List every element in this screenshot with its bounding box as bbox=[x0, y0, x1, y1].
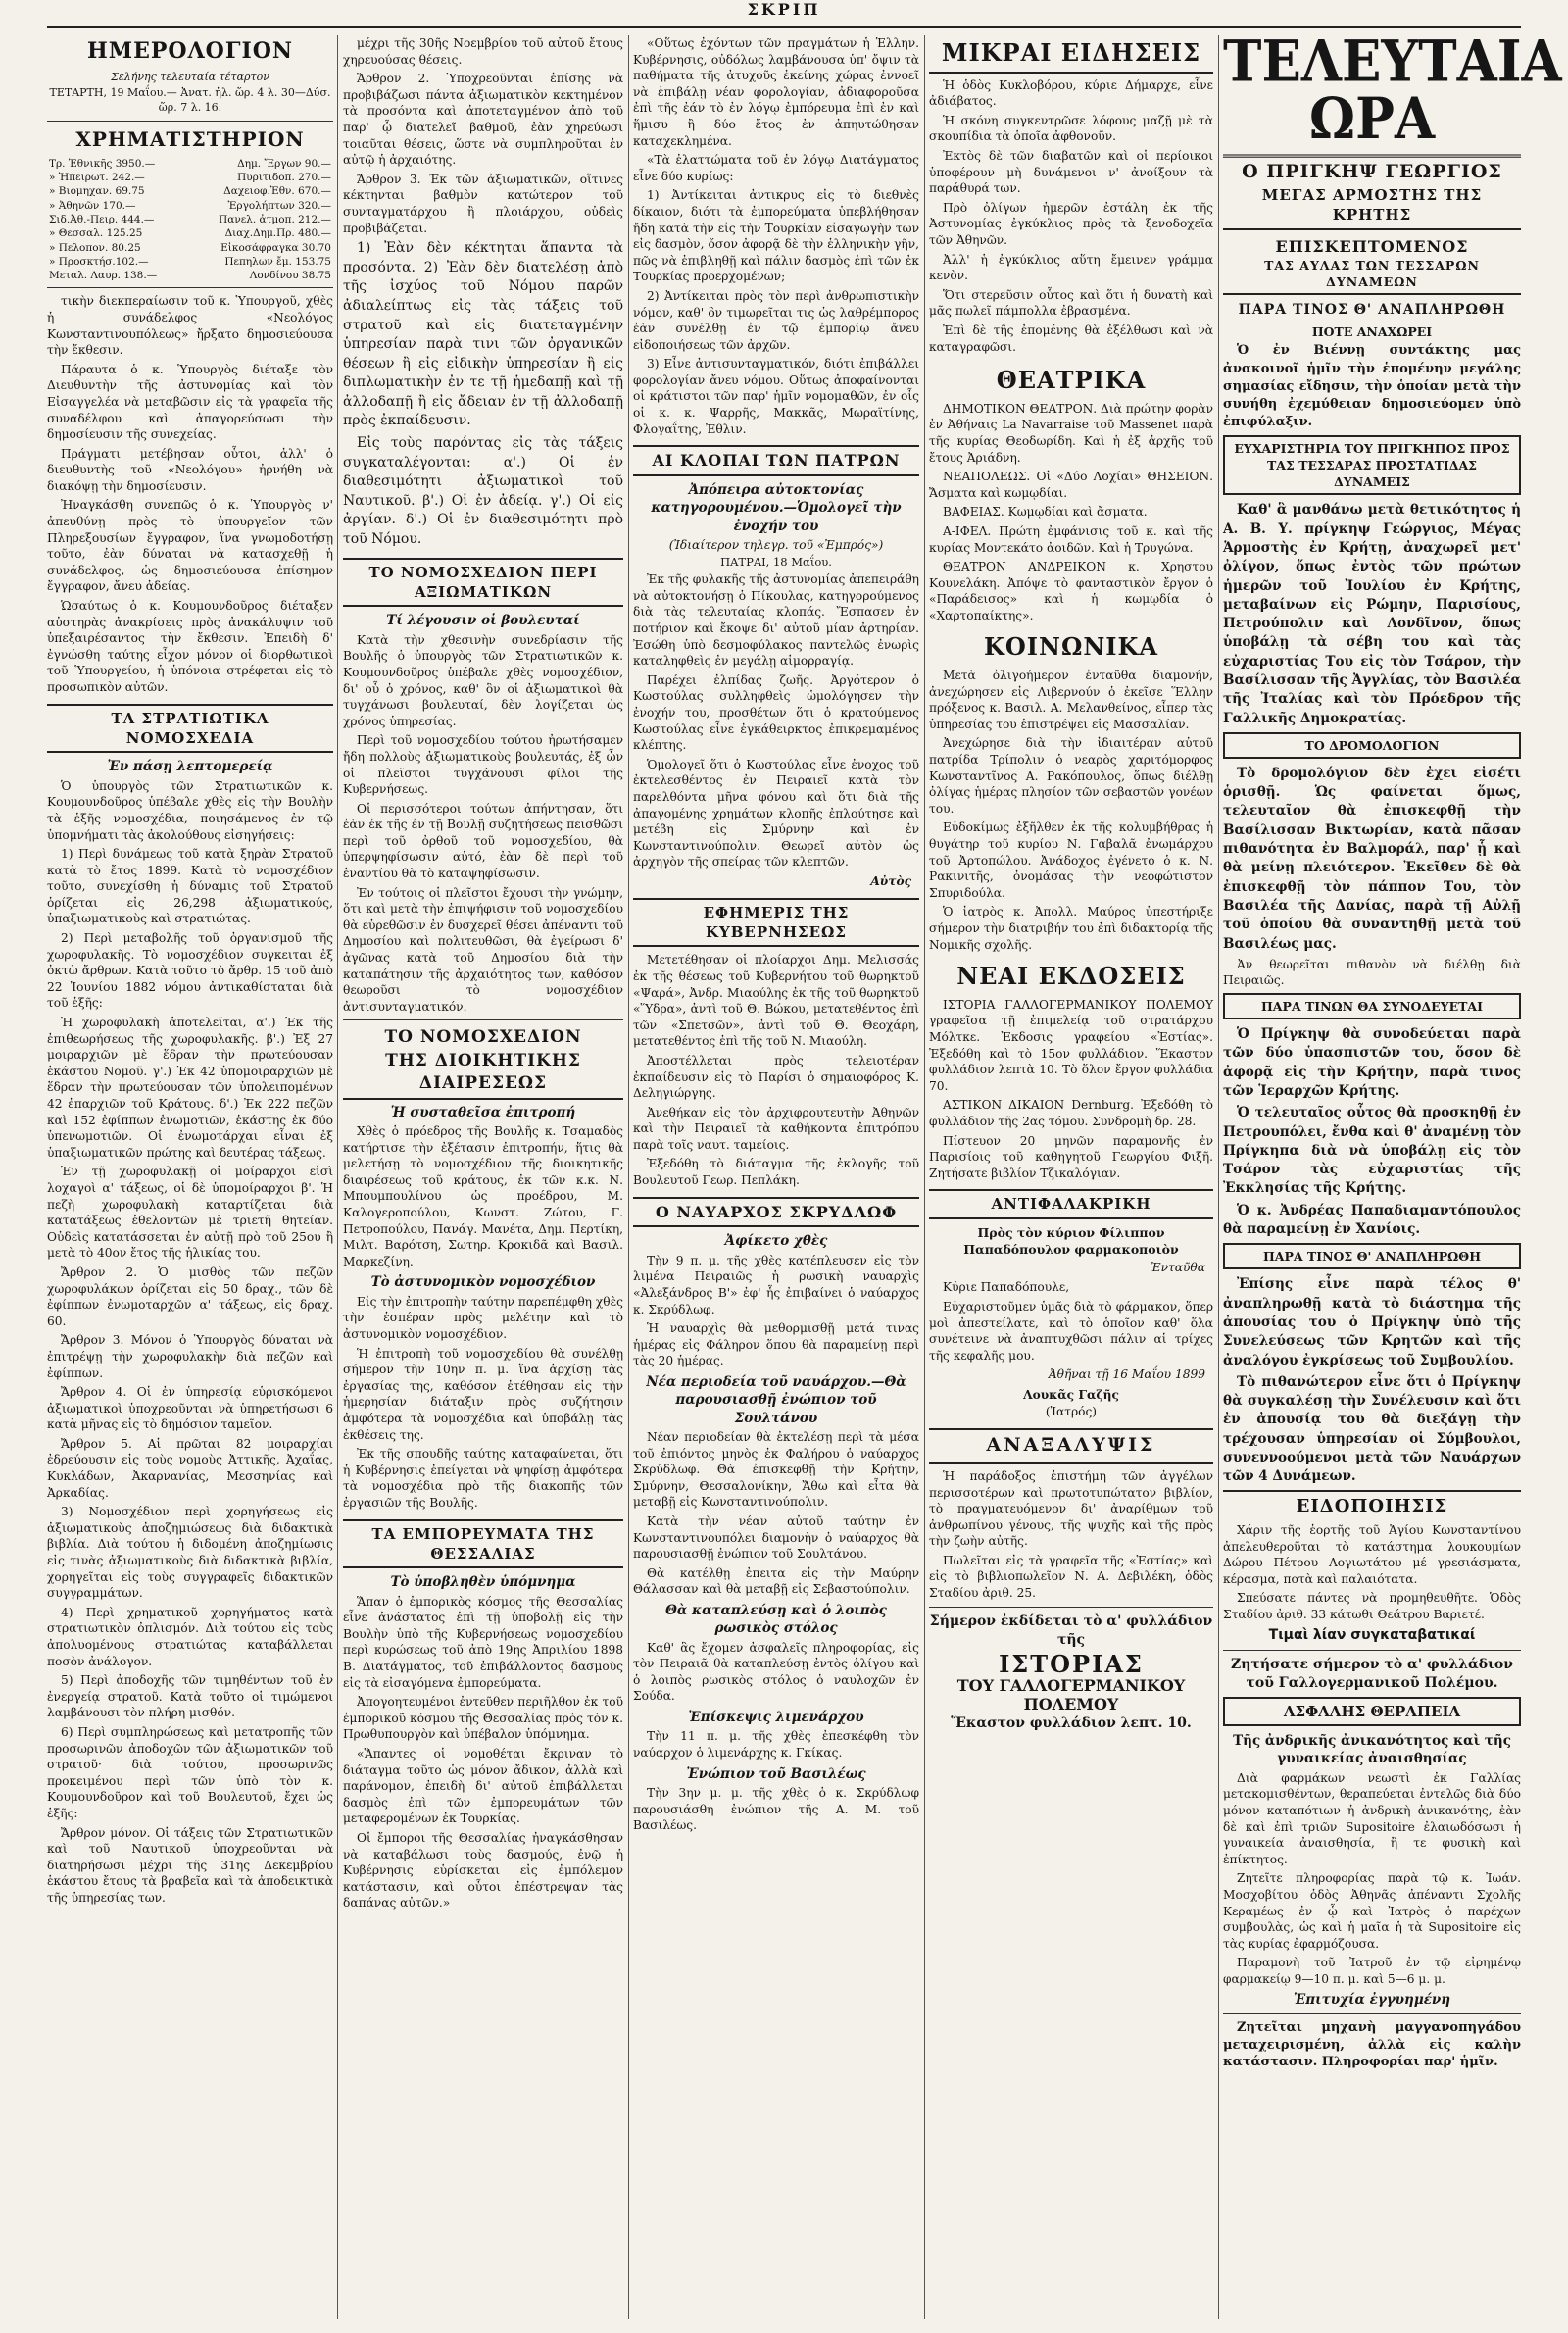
table-cell: Σιδ.Ἀθ.-Πειρ. 444.— bbox=[49, 214, 155, 226]
column-divider bbox=[628, 35, 629, 2319]
ad-line: Ἐπιτυχία ἐγγυημένη bbox=[1293, 1991, 1451, 2008]
paragraph: Ἀλλ' ἡ ἐγκύκλιος αὕτη ἔμεινεν γράμμα κενὸν. bbox=[929, 252, 1213, 283]
paragraph: Οἱ περισσότεροι τούτων ἀπήντησαν, ὅτι ἐὰν ἐκ τῆς ἐν τῇ Βουλῇ συζητήσεως πεισθῶσι περὶ τοῦ ὀρθοῦ τοῦ νομοσχεδίου, θὰ ὑπερψηφίσωσιν αὐτό, ἐὰν δὲ περὶ τοῦ ἐναντίου θὰ τὸ καταψηφίσωσιν. bbox=[343, 801, 623, 881]
column-divider bbox=[1218, 35, 1219, 2319]
paragraph: Χθὲς ὁ πρόεδρος τῆς Βουλῆς κ. Τσαμαδὸς κατήρτισε τὴν ἐξέτασιν ἐπιτροπήν, ἥτις θὰ μελετήσῃ τὸ νομοσχέδιον τῆς διοικητικῆς διαιρέσεως τοῦ κράτους, ἐκ τῶν κ.κ. Ν. Μπουμπουλίνου ὡς προέδρου, Μ. Καλογεροπούλου, Κωνστ. Ζώτου, Γ. Πετροπούλου, Πανάγ. Μανέτα, Δημ. Περτίκη, Μιλτ. Βαρότση, Σωτηρ. Κροκιδᾶ καὶ Βασιλ. Μαρκεζίνη. bbox=[343, 1124, 623, 1268]
paragraph: Πρὸ ὀλίγων ἡμερῶν ἐστάλη ἐκ τῆς Ἀστυνομίας ἐγκύκλιος πρὸς τὰ ξενοδοχεῖα τῶν Ἀθηνῶν. bbox=[929, 200, 1213, 247]
separator bbox=[1223, 2013, 1521, 2014]
paragraph: Ἀνεχώρησε διὰ τὴν ἰδιαιτέραν αὐτοῦ πατρίδα Τρίπολιν ὁ νεαρὸς χαριτόμορφος Κωνσταντῖνος Α. Ρακόπουλος, ὅπως διέλθῃ ὀλίγας ἡμέρας πλησίον τῶν σεβαστῶν γονέων του. bbox=[929, 736, 1213, 816]
ad-line: Τιμαὶ λίαν συγκαταβατικαί bbox=[1268, 1626, 1476, 1643]
table-row bbox=[47, 184, 333, 198]
place: Ἐνταῦθα bbox=[1151, 1260, 1205, 1274]
paragraph: Τὸ δρομολόγιον δὲν ἐχει εἰσέτι ὁρισθῇ. Ὡς φαίνεται ὅμως, τελευταῖον θὰ ἐπισκεφθῇ τὴν Βασίλισσαν Βικτωρίαν, κατὰ πᾶσαν πιθανότητα ἐν Βαλμοράλ, παρ' ᾗ καὶ θὰ μείνῃ πλειότερον. Ἐκεῖθεν δὲ θὰ ἐπισκεφθῇ τὸν πάππον Του, τὸν Βασιλέα τῆς Δανίας, παρὰ τῇ Αὐλῇ τοῦ ὁποίου θὰ συναντηθῇ μετὰ τοῦ Βασιλέως μας. bbox=[1223, 765, 1521, 952]
paragraph: Τὸ πιθανώτερον εἶνε ὅτι ὁ Πρίγκηψ θὰ συγκαλέσῃ τὴν Συνέλευσιν καὶ ὅτι ἐν ἀπουσίᾳ του θὰ διεξάγῃ τὴν τρέχουσαν ὑπηρεσίαν οἱ Σύμβουλοι, συνεννοούμενοι μετὰ τῶν Ναυάρχων τῶν 4 Δυνάμεων. bbox=[1223, 1373, 1521, 1485]
paragraph: Ἠναγκάσθη συνεπῶς ὁ κ. Ὑπουργὸς ν' ἀπευθύνῃ πρὸς τὸ ὑπουργεῖον τῶν Πληρεξουσίων ἔγγραφον, ἵνα γνωμοδοτήσῃ τοῦτο, ἐὰν δύναται νὰ κατασχεθῇ ἡ συνάδελφος, ὡς δημοσιεύουσα ἐπίσημον ἔγγραφον, ἄνευ ἀδείας. bbox=[47, 498, 333, 594]
subheadline: Ἐπίσκεψις λιμενάρχου bbox=[688, 1710, 864, 1726]
table-cell: » Προσκτήσ.102.— bbox=[49, 255, 149, 268]
signature: Αὐτὸς bbox=[870, 873, 911, 888]
paragraph: Διὰ φαρμάκων νεωστὶ ἐκ Γαλλίας μετακομισθέντων, θεραπεύεται ἐντελῶς διὰ δύο μόνον καταπότιων ἡ ἀνδρικὴ ἀνικανότης, ἐὰν δὲ καὶ ἐπὶ τριῶν Supositoire ἐλαιωδόσωσι ἡ γυναικεία ἀναισθησία, ἢ τε φυσικὴ καὶ ἐπίκτητος. bbox=[1223, 1770, 1521, 1866]
calendar-line: Σελήνης τελευταία τέταρτον bbox=[111, 70, 270, 83]
paragraph: 6) Περὶ συμπληρώσεως καὶ μετατροπῆς τῶν προσωρινῶν ἀποδοχῶν τῶν ἀξιωματικῶν τοῦ στρατοῦ· διὰ τούτου, προσωρινῶς προκειμένου περὶ τῶν ὑπὸ τὸν κ. Κουμουνδοῦρον καὶ τοῦ Βουλευτοῦ, ἔχει ὡς ἑξῆς: bbox=[47, 1724, 333, 1820]
headline: ΤΟ ΝΟΜΟΣΧΕΔΙΟΝ ΠΕΡΙ ΑΞΙΩΜΑΤΙΚΩΝ bbox=[343, 558, 623, 608]
headline: ΑΝΑΞΑΛΥΨΙΣ bbox=[929, 1428, 1213, 1464]
table-cell: » Ἠπειρωτ. 242.— bbox=[49, 172, 145, 184]
paragraph: 5) Περὶ ἀποδοχῆς τῶν τιμηθέντων τοῦ ἐν ἐνεργείᾳ στρατοῦ. Κατὰ τοῦτο οἱ τιμώμενοι λαμβάνουσι τὸν πλήρη μισθόν. bbox=[47, 1673, 333, 1720]
paragraph: ΝΕΑΠΟΛΕΩΣ. Οἱ «Δύο Λοχίαι» ΘΗΣΕΙΟΝ. Ἄσματα καὶ κωμῳδίαι. bbox=[929, 470, 1213, 500]
calendar-line: ΤΕΤΑΡΤΗ, 19 Μαΐου.— Ἀνατ. ἡλ. ὥρ. 4 λ. 30—Δύσ. ὥρ. 7 λ. 16. bbox=[49, 85, 331, 114]
paragraph: 2) Ἀντίκειται πρὸς τὸν περὶ ἀνθρωπιστικὴν νόμον, καθ' ὃν τιμωρεῖται τις ὡς λαθρέμπορος ἐὰν συνέλθῃ ἐν τῷ ἐμπορίῳ ἄνευ εἰδοποιήσεως τῶν ἀρχῶν. bbox=[633, 288, 919, 352]
paragraph: Ὁ ἐν Βιέννῃ συντάκτης μας ἀνακοινοῖ ἡμῖν τὴν ἑπομένην μεγάλης σημασίας εἴδησιν, τὴν ὁποίαν μετὰ τὴν συνήθη ἐχεμύθειαν δημοσιεύομεν ὑπὸ ἐπιφύλαξιν. bbox=[1223, 343, 1521, 430]
box-heading: ΠΑΡΑ ΤΙΝΩΝ ΘΑ ΣΥΝΟΔΕΥΕΤΑΙ bbox=[1223, 993, 1521, 1019]
separator bbox=[1223, 1650, 1521, 1651]
table-row bbox=[47, 226, 333, 240]
subheadline: Τὸ ὑποβληθὲν ὑπόμνημα bbox=[390, 1574, 576, 1591]
paragraph: 1) Ἀντίκειται ἀντικρυς εἰς τὸ διεθνὲς δίκαιον, διότι τὰ ἐμπορεύματα ὑπεβλήθησαν ἤδη κατὰ τὴν εἰς τὴν Τουρκίαν εἰσαγωγὴν των εἰς δασμὸν, ὅσον ἀφορᾷ δὲ τὴν ἑλληνικὴν γῆν, πῶς νὰ ἐπιβληθῇ καὶ πάλιν δασμὸς ἐπὶ τῶν ἐκ Τουρκίας προερχομένων; bbox=[633, 188, 919, 284]
subheadline: Νέα περιοδεία τοῦ ναυάρχου.—Θὰ παρουσιασθῇ ἐνώπιον τοῦ Σουλτάνου bbox=[646, 1373, 906, 1426]
paragraph: Ἡ σκόνη συγκεντρῶσε λόφους μαζῇ μὲ τὰ σκουπίδια τὰ ὁποῖα ἀφθονοῦν. bbox=[929, 113, 1213, 144]
paragraph: ΔΗΜΟΤΙΚΟΝ ΘΕΑΤΡΟΝ. Διὰ πρώτην φορὰν ἐν Ἀθήναις La Navarraise τοῦ Massenet παρὰ τῆς κυρίας Θεοδωρίδη. Καὶ ἡ ἐξ ἀρχῆς τοῦ ἔτους Ἀριάδνη. bbox=[929, 401, 1213, 465]
paragraph: Ἄρθρον μόνον. Οἱ τάξεις τῶν Στρατιωτικῶν καὶ τοῦ Ναυτικοῦ ὑποχρεοῦνται νὰ διατηρήσωσι μέχρι τῆς 31ης Δεκεμβρίου ἑκάστου ἔτους τὰ βραβεῖα καὶ τὰ ἀποδεικτικὰ τῆς ὑπηρεσίας των. bbox=[47, 1825, 333, 1905]
table-cell: » Βιομηχαν. 69.75 bbox=[49, 185, 145, 198]
subheadline: Πρὸς τὸν κύριον Φίλιππον Παπαδόπουλον φαρμακοποιὸν bbox=[963, 1224, 1179, 1257]
table-cell: Διαχ.Δημ.Πρ. 480.— bbox=[224, 227, 331, 240]
paragraph: Ἄρθρον 5. Αἱ πρῶται 82 μοιραρχίαι ἐδρεύουσιν εἰς τοὺς νομοὺς Ἀττικῆς, Ἀχαΐας, Κυκλάδων, Ἀκαρνανίας, Μεσσηνίας καὶ Ἀρκαδίας. bbox=[47, 1436, 333, 1500]
box-heading: ΤΟ ΔΡΟΜΟΛΟΓΙΟΝ bbox=[1223, 732, 1521, 759]
paragraph: Καθ' ἃ μανθάνω μετὰ θετικότητος ἡ Α. Β. Υ. πρίγκηψ Γεώργιος, Μέγας Ἁρμοστὴς ἐν Κρήτῃ, ἀναχωρεῖ μετ' ὀλίγον, ὅπως ἐντὸς τῶν πρώτων ἡμερῶν τοῦ Ἰουλίου ἐν Κρήτης, μεταβαίνων εἰς Ρώμην, Παρισίους, Πετρούπολιν καὶ Λονδῖνον, ὅπως ὑποβάλῃ τὰ σέβη του καὶ τὰς εὐχαριστίας Του εἰς τὸν Τσάρον, τὴν Βασίλισσαν τῆς Ἀγγλίας, τὸν Βασιλέα τῆς Ἰταλίας καὶ τὸν Πρόεδρον τῆς Γαλλικῆς Δημοκρατίας. bbox=[1223, 502, 1521, 726]
paragraph: Α-ΙΦΕΛ. Πρώτη ἐμφάνισις τοῦ κ. καὶ τῆς κυρίας Μοντεκάτο ἀοιδῶν. Καὶ ἡ Τρυγώνα. bbox=[929, 523, 1213, 555]
paragraph: Ἡ ὁδὸς Κυκλοβόρου, κύριε Δήμαρχε, εἶνε ἀδιάβατος. bbox=[929, 77, 1213, 109]
paragraph: Ζητεῖτε πληροφορίας παρὰ τῷ κ. Ἰωάν. Μοσχοβίτου ὁδὸς Ἀθηνᾶς ἀπέναντι Σχολῆς Κεραμέως ἐν ᾧ καὶ Ἰατρὸς ὁ παρέχων συμβουλὰς, ὡς καὶ ἡ μαῖα ἡ τὰ Supositoire εἰς τὰς κυρίας ἐφαρμόζουσα. bbox=[1223, 1871, 1521, 1951]
table-cell: Λονδίνου 38.75 bbox=[249, 270, 331, 282]
signature-role: (Ἰατρός) bbox=[1045, 1405, 1098, 1419]
table-row bbox=[47, 255, 333, 269]
ad-title: ΙΣΤΟΡΙΑΣ bbox=[999, 1649, 1144, 1678]
paragraph: Εἰς τοὺς παρόντας εἰς τὰς τάξεις συγκαταλέγονται: α'.) Οἱ ἐν διαθεσιμότητι ἀξιωματικοὶ τοῦ Ναυτικοῦ. β'.) Οἱ ἐν ἀδείᾳ. γ'.) Οἱ εἰς ἀργίαν. δ'.) Οἱ ἐν διαθεσιμότητι πρὸ τοῦ Νόμου. bbox=[343, 435, 623, 548]
paragraph: Ὅτι στερεῦσιν οὗτος καὶ ὅτι ἡ δυνατὴ καὶ μᾶς πωλεῖ πάμπολλα ἐβρασμένα. bbox=[929, 287, 1213, 319]
headline: ΘΕΑΤΡΙΚΑ bbox=[996, 366, 1147, 395]
separator bbox=[929, 1607, 1213, 1608]
paragraph: Ἡ παράδοξος ἐπιστήμη τῶν ἀγγέλων περισσοτέρων καὶ πρωτοτυπώτατον βιβλίον, τὸ πραγματευόμενον δι' ἀναρίθμων τοῦ ἀνθρωπίνου γένους, τῆς ψυχῆς καὶ τῆς πρὸς τὴν ζωὴν αὐτῆς. bbox=[929, 1468, 1213, 1549]
paragraph: Ἐπὶ δὲ τῆς ἐπομένης θὰ ἐξέλθωσι καὶ νὰ καταγραφῶσι. bbox=[929, 323, 1213, 354]
box-heading: ΠΑΡΑ ΤΙΝΟΣ Θ' ΑΝΑΠΛΗΡΩΘΗ bbox=[1223, 1243, 1521, 1269]
paragraph: Ἄρθρον 2. Ὑποχρεοῦνται ἐπίσης νὰ προβιβάζωσι πάντα ἀξιωματικὸν κεκτημένον τὰ προσόντα καὶ ἀποτεταγμένον ἀπὸ τοῦ παρ' ᾧ διατελεῖ βαθμοῦ, ἐὰν χηρεύωσι τοιαῦται θέσεις, ὥστε νὰ συμπληροῦται ἐν αὐτῷ ἡ ἀρχαιότης. bbox=[343, 72, 623, 168]
paragraph: Ὡσαύτως ὁ κ. Κουμουνδοῦρος διέταξεν αὐστηρὰς ἀνακρίσεις πρὸς ἀνακάλυψιν τοῦ ὑπεξαιρέσαντος τὴν ἔκθεσιν. Ἐπειδὴ δ' ἐγνώσθη ταύτης εἶχον μόνον οἱ διορθωτικοὶ τοῦ Ὑπουργείου, ἡ ὑπόνοια στρέφεται εἰς τὸ προσωπικὸν αὐτῶν. bbox=[47, 599, 333, 694]
paragraph: Ὁ τελευταῖος οὗτος θὰ προσκηθῇ ἐν Πετρουπόλει, ἔνθα καὶ θ' ἀναμένῃ τὸν Πρίγκηπα διὰ νὰ ὑποβάλῃ εἰς τὸν Τσάρον τὰς εὐχαριστίας τῆς Ἐκκλησίας τῆς Κρήτης. bbox=[1223, 1105, 1521, 1197]
separator bbox=[343, 1019, 623, 1020]
subheadline: Τὸ ἀστυνομικὸν νομοσχέδιον bbox=[370, 1274, 596, 1291]
separator bbox=[47, 121, 333, 122]
subheadline: Ἐνώπιον τοῦ Βασιλέως bbox=[686, 1765, 866, 1782]
subheadline: Ἀπόπειρα αὐτοκτονίας κατηγορουμένου.—Ὁμολογεῖ τὴν ἐνοχήν του bbox=[651, 482, 902, 534]
paragraph: Πωλεῖται εἰς τὰ γραφεῖα τῆς «Ἑστίας» καὶ εἰς τὸ βιβλιοπωλεῖον Ν. Α. Δεβιλέκη, ὁδὸς Σταδίου ἀριθ. 25. bbox=[929, 1553, 1213, 1601]
paragraph: Πάραυτα ὁ κ. Ὑπουργὸς διέταξε τὸν Διευθυντὴν τῆς ἀστυνομίας καὶ τὸν Εἰσαγγελέα νὰ μεταβῶσιν εἰς τὰ γραφεῖα τῆς συναδέλφου καὶ ἀπαγορεύσωσι τὴν δημοσίευσιν τῆς συνεχείας. bbox=[47, 362, 333, 442]
paragraph: Ἐκ τῆς φυλακῆς τῆς ἀστυνομίας ἀπεπειράθη νὰ αὐτοκτονήσῃ ὁ Πίκουλας, κατηγορούμενος διὰ τὰς τελευταίας κλοπάς. Ἔσπασεν ἐν ποτήριον καὶ ἔκοψε δι' αὐτοῦ μίαν ἀρτηρίαν. Ἐσώθη ὑπὸ δεσμοφύλακος παντελῶς ἐνωρὶς καταληφθεὶς ἐν μεγάλῃ αἱμορραγίᾳ. bbox=[633, 572, 919, 669]
paragraph: Ἅπαν ὁ ἐμπορικὸς κόσμος τῆς Θεσσαλίας εἶνε ἀνάστατος ἐπὶ τῇ ὑποβολῇ εἰς τὴν Βουλὴν ὑπὸ τῆς Κυβερνήσεως νομοσχεδίου περὶ κυρώσεως τοῦ ἀπὸ 19ης Ἀπριλίου 1898 Β. Διατάγματος, τοῦ ἐπιβάλλοντος δασμοὺς εἰς τὰ εἰσαγόμενα ἐμπορεύματα. bbox=[343, 1594, 623, 1690]
paragraph: «Ἅπαντες οἱ νομοθέται ἔκριναν τὸ διάταγμα τοῦτο ὡς μόνον ἄδικον, ἀλλὰ καὶ παράνομον, ἐπειδὴ δι' αὐτοῦ ἐπιβάλλεται δασμὸς ἐπὶ τῶν ἐμπορευμάτων τῶν μεταφερομένων ἐκ Τουρκίας. bbox=[343, 1747, 623, 1826]
paragraph: Ἀπογοητευμένοι ἐντεῦθεν περιῆλθον ἐκ τοῦ ἐμπορικοῦ κόσμου τῆς Θεσσαλίας πρὸς τὸν κ. Πρωθυπουργὸν καὶ ὑπέβαλον ὑπόμνημα. bbox=[343, 1695, 623, 1742]
column-divider bbox=[337, 35, 338, 2319]
paragraph: «Τὰ ἐλαττώματα τοῦ ἐν λόγῳ Διατάγματος εἶνε δύο κυρίως: bbox=[633, 153, 919, 183]
section-title: ΤΕΛΕΥΤΑΙΑ ΩΡΑ bbox=[1223, 33, 1521, 158]
paragraph: Ἀποστέλλεται πρὸς τελειοτέραν ἐκπαίδευσιν εἰς τὸ Παρίσι ὁ σημαιοφόρος Κ. Δεληγιώργης. bbox=[633, 1053, 919, 1101]
dateline: ΠΑΤΡΑΙ, 18 Μαΐου. bbox=[720, 554, 832, 569]
paragraph: 3) Νομοσχέδιον περὶ χορηγήσεως εἰς ἀξιωματικοὺς ἀποζημιώσεως διὰ διδακτικὰ βιβλία. Διὰ τούτου ἡ διδομένη ἀποζημίωσις εἰς τινὰς ἀξιωματικοὺς διὰ διδακτικὰ βιβλία, χορηγεῖται εἰς τοὺς συγγραφεῖς διδακτικῶν συγγραμμάτων. bbox=[47, 1505, 333, 1601]
paragraph: Ἐξεδόθη τὸ διάταγμα τῆς ἐκλογῆς τοῦ Βουλευτοῦ Γεωρ. Πεπλάκη. bbox=[633, 1157, 919, 1188]
paragraph: Τὴν 11 π. μ. τῆς χθὲς ἐπεσκέφθη τὸν ναύαρχον ὁ λιμενάρχης κ. Γκίκας. bbox=[633, 1729, 919, 1760]
masthead: ΣΚΡΙΠ bbox=[747, 0, 821, 19]
table-row bbox=[47, 213, 333, 226]
separator bbox=[47, 287, 333, 288]
paragraph: Ὁ ὑπουργὸς τῶν Στρατιωτικῶν κ. Κουμουνδοῦρος ὑπέβαλε χθὲς εἰς τὴν Βουλὴν τὰ ἑξῆς νομοσχέδια, ποιησάμενος ἐν τῷ ὑπομνήματι τὰς ἀκολούθους εἰσηγήσεις: bbox=[47, 778, 333, 842]
paragraph: Κατὰ τὴν νέαν αὐτοῦ ταύτην ἐν Κωνσταντινουπόλει διαμονὴν ὁ ναύαρχος θὰ παρουσιασθῇ ἐνώπιον τοῦ Σουλτάνου. bbox=[633, 1514, 919, 1562]
subheadline: Ἐν πάσῃ λεπτομερείᾳ bbox=[107, 759, 273, 775]
ad-line: Ἕκαστον φυλλάδιον λεπτ. 10. bbox=[951, 1715, 1192, 1732]
calendar-title: ΗΜΕΡΟΛΟΓΙΟΝ bbox=[86, 38, 294, 64]
exchange-title: ΧΡΗΜΑΤΙΣΤΗΡΙΟΝ bbox=[75, 126, 305, 151]
paragraph: Ἐν τούτοις οἱ πλεῖστοι ἔχουσι τὴν γνώμην, ὅτι καὶ μετὰ τὴν ἐπιψήφισιν τοῦ νομοσχεδίου θὰ εὑρεθῶσιν ἐν δυσχερεῖ θέσει ἀπέναντι τοῦ Δημοσίου καὶ πολιτευθῶσι, θὰ ἐγείρωσι δ' ἀγῶνας κατὰ τοῦ Δημοσίου διὰ τὴν καταπάτησιν τῆς ἀρχαιότητος των, καθόσον θεωροῦσι τὸ νομοσχέδιον ἀντισυνταγματικόν. bbox=[343, 885, 623, 1014]
table-cell: » Θεσσαλ. 125.25 bbox=[49, 227, 143, 240]
paragraph: Τὴν 3ην μ. μ. τῆς χθὲς ὁ κ. Σκρύδλωφ παρουσιάσθη ἐνώπιον τῆς Α. Μ. τοῦ Βασιλέως. bbox=[633, 1785, 919, 1833]
headline: ΤΑ ΣΤΡΑΤΙΩΤΙΚΑ ΝΟΜΟΣΧΕΔΙΑ bbox=[47, 704, 333, 754]
paragraph: Εὐχαριστοῦμεν ὑμᾶς διὰ τὸ φάρμακον, ὅπερ μοὶ ἀπεστείλατε, καὶ τὸ ὁποῖον καθ' ὅλα συνέτεινε νὰ ἀναπτυχθῶσι πάλιν αἱ τρίχες τῆς κεφαλῆς μου. bbox=[929, 1299, 1213, 1363]
paragraph: μέχρι τῆς 30ῆς Νοεμβρίου τοῦ αὐτοῦ ἔτους χηρευούσας θέσεις. bbox=[343, 36, 623, 67]
paragraph: Ἐκ τῆς σπουδῆς ταύτης καταφαίνεται, ὅτι ἡ Κυβέρνησις ἐπείγεται νὰ ψηφίσῃ ἀμφότερα τὰ νομοσχέδια πρὸ τῆς διακοπῆς τῶν ἐργασιῶν τῆς Βουλῆς. bbox=[343, 1447, 623, 1510]
paragraph: Πίστευον 20 μηνῶν παραμονῆς ἐν Παρισίοις τοῦ καθηγητοῦ Γεωργίου Φιξῆ. Ζητήσατε βιβλίον Τζικαλόγιαν. bbox=[929, 1133, 1213, 1180]
source-line: (Ἰδιαίτερον τηλεγρ. τοῦ «Ἐμπρός») bbox=[668, 538, 884, 553]
headline: ΠΑΡΑ ΤΙΝΟΣ Θ' ΑΝΑΠΛΗΡΩΘΗ bbox=[1238, 302, 1506, 319]
paragraph: Ὁ κ. Ἀνδρέας Παπαδιαμαντόπουλος θὰ παραμείνῃ ἐν Χανίοις. bbox=[1223, 1202, 1521, 1238]
ad-title: ΤΟΥ ΓΑΛΛΟΓΕΡΜΑΝΙΚΟΥ ΠΟΛΕΜΟΥ bbox=[956, 1676, 1186, 1713]
headline: ΕΦΗΜΕΡΙΣ ΤΗΣ ΚΥΒΕΡΝΗΣΕΩΣ bbox=[633, 898, 919, 948]
table-cell: Τρ. Ἐθνικῆς 3950.— bbox=[49, 157, 156, 170]
paragraph: Παρέχει ἐλπίδας ζωῆς. Ἀργότερον ὁ Κωστούλας συλληφθεὶς ὡμολόγησεν τὴν ἐνοχήν του, προσθέτων ὅτι ὁ κρατούμενος Κωστούλας εἶνε ἐγκάθειρκτος ἐπικρεμαμένος κλέπτης. bbox=[633, 672, 919, 753]
table-cell: » Πελοπον. 80.25 bbox=[49, 241, 141, 254]
column-5 bbox=[1223, 27, 1562, 2319]
ad-line: Σήμερον ἐκδίδεται τὸ α' φυλλάδιον τῆς bbox=[929, 1613, 1213, 1648]
headline: ΤΗΣ ΔΙΟΙΚΗΤΙΚΗΣ ΔΙΑΙΡΕΣΕΩΣ bbox=[343, 1050, 623, 1100]
paragraph: Οἱ ἔμποροι τῆς Θεσσαλίας ἠναγκάσθησαν νὰ καταβάλωσι τοὺς δασμούς, ἐνῷ ἡ Κυβέρνησις εὑρίσκεται εἰς ἐμπόλεμον κατάστασιν, καὶ οὗτοι ἐπέστρεψαν τὰς δαπάνας αὐτῶν.» bbox=[343, 1830, 623, 1911]
paragraph: Ἀνεθήκαν εἰς τὸν ἀρχιφρουτευτὴν Ἀθηνῶν καὶ τὴν Πειραιεῖ τὰ καθήκοντα ἐπιτρόπου παρὰ τοῖς ναυτ. ταμείοις. bbox=[633, 1105, 919, 1152]
paragraph: Τὴν 9 π. μ. τῆς χθὲς κατέπλευσεν εἰς τὸν λιμένα Πειραιῶς ἡ ρωσικὴ ναυαρχὶς «Ἀλεξάνδρος Β'» ἐφ' ἧς ἐπιβαίνει ὁ ναύαρχος κ. Σκρύδλωφ. bbox=[633, 1253, 919, 1316]
date: Ἀθῆναι τῇ 16 Μαΐου 1899 bbox=[1048, 1367, 1205, 1382]
paragraph: Ἄρθρον 4. Οἱ ἐν ὑπηρεσίᾳ εὑρισκόμενοι ἀξιωματικοὶ ὑποχρεοῦνται νὰ ὑπηρετήσωσι 6 κατὰ μῆνας εἰς τὸ δημόσιον ταμεῖον. bbox=[47, 1385, 333, 1432]
paragraph: 3) Εἶνε ἀντισυνταγματικόν, διότι ἐπιβάλλει φορολογίαν ἄνευ νόμου. Οὕτως ἀποφαίνονται οἱ κράτιστοι τῶν παρ' ἡμῖν νομομαθῶν, ἐν οἷς οἱ κ. κ. Ψαρρῆς, Μακκᾶς, Μωραϊτίνης, Φλογαΐτης, Ἐθλιν. bbox=[633, 357, 919, 436]
paragraph: τικὴν διεκπεραίωσιν τοῦ κ. Ὑπουργοῦ, χθὲς ἡ συνάδελφος «Νεολόγος Κωνσταντινουπόλεως» ἤρξατο δημοσιεύουσα τὴν ἔκθεσιν. bbox=[47, 294, 333, 358]
paragraph: Ζητεῖται μηχανὴ μαγγανοπηγάδου μεταχειρισμένη, ἀλλὰ εἰς καλὴν κατάστασιν. Πληροφορίαι παρ' ἡμῖν. bbox=[1223, 2019, 1521, 2070]
paragraph: 2) Περὶ μεταβολῆς τοῦ ὀργανισμοῦ τῆς χωροφυλακῆς. Τὸ νομοσχέδιον συγκειται ἐξ ὀκτὼ ἄρθρων. Κατὰ τοῦτο τὸ ἄρθρ. 15 τοῦ ἀπὸ 22 Ἰουνίου 1882 νόμου ἀντικαθίσταται διὰ τοῦ ἑξῆς: bbox=[47, 931, 333, 1011]
paragraph: Κατὰ τὴν χθεσινὴν συνεδρίασιν τῆς Βουλῆς ὁ ὑπουργὸς τῶν Στρατιωτικῶν κ. Κουμουνδοῦρος ὑπέβαλε χθὲς νομοσχέδιον, δι' οὗ ὁ χρόνος, καθ' ὃν οἱ ἀξιωματικοὶ θὰ τυγχάνωσι βουλευταί, δὲν λογίζεται ὡς χρόνος ὑπηρεσίας. bbox=[343, 632, 623, 728]
exchange-table bbox=[47, 157, 333, 282]
table-cell: Πανελ. ἀτμοπ. 212.— bbox=[219, 214, 331, 226]
table-cell: Ἐργολήπτων 320.— bbox=[227, 199, 331, 212]
paragraph: Θὰ κατέλθῃ ἐπειτα εἰς τὴν Μαύρην Θάλασσαν καὶ θὰ μεταβῇ εἰς Σεβαστούπολιν. bbox=[633, 1565, 919, 1597]
paragraph: Ἡ χωροφυλακὴ ἀποτελεῖται, α'.) Ἐκ τῆς ἐπιθεωρήσεως τῆς χωροφυλακῆς. β'.) Ἐξ 27 μοιραρχιῶν μὲ ἕδραν τὴν πρωτεύουσαν ἑκάστου Νομοῦ. γ'.) Ἐκ 42 ὑπομοιραρχιῶν μὲ ἕδραν τὴν πρωτεύουσαν τῶν ὑπολειπομένων 42 ἐπαρχιῶν τοῦ Κράτους. δ'.) Ἐκ 222 πεζῶν καὶ 152 ἐφίππων ἐνωμοτιῶν, ἑκάστης ἐκ δύο ὑπενωμοτιῶν. Οἱ ἐνωμοτάρχαι εἶναι ἐξ ὑπαξιωματικῶν πρώτης καὶ δευτέρας τάξεως. bbox=[47, 1016, 333, 1160]
paragraph: Ἄρθρον 3. Μόνον ὁ Ὑπουργὸς δύναται νὰ ἐπιτρέψῃ τὴν χωροφυλακὴν διὰ πεζῶν καὶ ἐφίππων. bbox=[47, 1333, 333, 1380]
paragraph: Ἄρθρον 2. Ὁ μισθὸς τῶν πεζῶν χωροφυλάκων ὁρίζεται εἰς 50 δραχ., τῶν δὲ ἐφίππων ἐνωμοταρχῶν α' τάξεως, εἰς δραχ. 60. bbox=[47, 1265, 333, 1328]
paragraph: Νέαν περιοδείαν θὰ ἐκτελέσῃ περὶ τὰ μέσα τοῦ ἐπιόντος μηνὸς ἐκ Φαλήρου ὁ ναύαρχος Σκρύδλωφ. Θὰ ἐπισκεφθῇ τὴν Κρήτην, Σμύρνην, Θεσσαλονίκην, Ἄθω καὶ εἶτα θὰ μεταβῇ εἰς Κωνσταντινούπολιν. bbox=[633, 1430, 919, 1510]
paragraph: «Οὕτως ἐχόντων τῶν πραγμάτων ἡ Ἑλλην. Κυβέρνησις, οὐδόλως λαμβάνουσα ὑπ' ὄψιν τὰ παθήματα τῆς ἀτυχοῦς ἐκείνης χώρας ἐννοεῖ νὰ ἐπιβάλῃ νέαν φορολογίαν, ἀδιαφοροῦσα ἐπὶ τῆς ἐάν τὸ ἐν λόγῳ ἐμπόρευμα ἐπὶ ἐν καὶ ἥμισυ ἢ δύο ἔτος ἐν ἀπηυτώθησαν καταχεκλημένα. bbox=[633, 36, 919, 148]
headline: ΝΕΑΙ ΕΚΔΟΣΕΙΣ bbox=[956, 962, 1186, 991]
paragraph: Χάριν τῆς ἑορτῆς τοῦ Ἁγίου Κωνσταντίνου ἀπελευθεροῦται τὸ κατάστημα λουκουμίων Δώρου Πέτρου Λογιωτάτου μέ γρεσιάσματα, κέρασμα, ποτὰ καὶ παλαιότατα. bbox=[1223, 1523, 1521, 1586]
paragraph: Ἡ ἐπιτροπὴ τοῦ νομοσχεδίου θὰ συνέλθῃ σήμερον τὴν 10ην π. μ. ἵνα ἀρχίσῃ τὰς ἐργασίας της, καθόσον ἐτέθησαν εἰς τὴν ἡμερησίαν διάταξιν πρὸς συζήτησιν ἀμφότερα τὰ νομοσχέδια καὶ ὑποβάλῃ τὰς ἐκθέσεις της. bbox=[343, 1346, 623, 1442]
subheadline: ΠΟΤΕ ΑΝΑΧΩΡΕΙ bbox=[1311, 324, 1433, 340]
table-cell: Εἰκοσάφραγκα 30.70 bbox=[220, 241, 331, 254]
paragraph: ΒΑΦΕΙΑΣ. Κωμῳδίαι καὶ ἄσματα. bbox=[943, 505, 1148, 520]
headline: ΑΝΤΙΦΑΛΑΚΡΙΚΗ bbox=[929, 1189, 1213, 1218]
signature: Λουκᾶς Γαζῆς bbox=[1023, 1387, 1119, 1402]
paragraph: Ὁ Πρίγκηψ θὰ συνοδεύεται παρὰ τῶν δύο ὑπασπιστῶν του, ὅσον δὲ ἀφορᾷ εἰς τὴν Κρήτην, παρὰ τινος τῶν Ἱεραρχῶν Κρήτης. bbox=[1223, 1026, 1521, 1099]
ad-line: Ζητήσατε σήμερον τὸ α' φυλλάδιον τοῦ Γαλλογερμανικοῦ Πολέμου. bbox=[1231, 1656, 1513, 1691]
paragraph: Παραμονὴ τοῦ Ἰατροῦ ἐν τῷ εἰρημένῳ φαρμακείῳ 9—10 π. μ. καὶ 5—6 μ. μ. bbox=[1223, 1956, 1521, 1986]
subheadline: Τῆς ἀνδρικῆς ἀνικανότητος καὶ τῆς γυναικείας ἀναισθησίας bbox=[1233, 1733, 1511, 1767]
headline: ΕΙΔΟΠΟΙΗΣΙΣ bbox=[1223, 1490, 1521, 1518]
headline: ΜΙΚΡΑΙ ΕΙΔΗΣΕΙΣ bbox=[929, 37, 1213, 74]
subheadline: Ἡ συσταθεῖσα ἐπιτροπή bbox=[390, 1104, 576, 1120]
paragraph: Κύριε Παπαδόπουλε, bbox=[943, 1280, 1070, 1295]
paragraph: ΘΕΑΤΡΟΝ ΑΝΔΡΕΙΚΟΝ κ. Χρηστου Κουνελάκη. Ἀπόψε τὸ φανταστικὸν ἔργον ὁ «Παράδεισος» καὶ ἡ κωμῳδία ὁ «Χαρτοπαίκτης». bbox=[929, 560, 1213, 622]
headline: ΑΙ ΚΛΟΠΑΙ ΤΩΝ ΠΑΤΡΩΝ bbox=[633, 445, 919, 476]
paragraph: 4) Περὶ χρηματικοῦ χορηγήματος κατὰ στρατιωτικὸν ὀπλισμόν. Διὰ τούτου εἰς τοὺς ἀπολυομένους στρατιώτας καταβάλλεται ποσὸν ἀνάλογον. bbox=[47, 1605, 333, 1668]
paragraph: Ἐν τῇ χωροφυλακῇ οἱ μοίραρχοι εἰσὶ λοχαγοὶ α' τάξεως, οἱ δὲ ὑπομοίραρχοι β'. Ἡ πεζὴ χωροφυλακὴ καταρτίζεται διὰ κατατάξεως ἐθελοντῶν μὲ τριετῆ θητείαν. Οὐδεὶς κατατάσσεται ἐν αὐτῇ πρὸ τοῦ 25ου ἢ μετὰ τὸ 40ον ἔτος τῆς ἡλικίας του. bbox=[47, 1165, 333, 1261]
table-cell: Πεπηλων ἔμ. 153.75 bbox=[224, 255, 331, 268]
headline: ΕΠΙΣΚΕΠΤΟΜΕΝΟΣ bbox=[1275, 236, 1469, 256]
paragraph: Περὶ τοῦ νομοσχεδίου τούτου ἠρωτήσαμεν ἤδη πολλοὺς ἀξιωματικοὺς βουλευτάς, ἐξ ὧν οἱ πλεῖστοι τυγχάνουσι φίλοι τῆς Κυβερνήσεως. bbox=[343, 733, 623, 797]
headline: Ο ΠΡΙΓΚΗΨ ΓΕΩΡΓΙΟΣ bbox=[1242, 161, 1502, 182]
headline: ΤΑΣ ΑΥΛΑΣ ΤΩΝ ΤΕΣΣΑΡΩΝ ΔΥΝΑΜΕΩΝ bbox=[1223, 257, 1521, 295]
table-row bbox=[47, 171, 333, 184]
headline: ΜΕΓΑΣ ΑΡΜΟΣΤΗΣ ΤΗΣ ΚΡΗΤΗΣ bbox=[1223, 185, 1521, 230]
table-row bbox=[47, 269, 333, 282]
paragraph: Ἡ ναυαρχὶς θὰ μεθορμισθῇ μετά τινας ἡμέρας εἰς Φάληρον ὅπου θὰ παραμείνῃ περὶ τὰς 20 ἡμέρας. bbox=[633, 1321, 919, 1368]
headline: ΤΑ ΕΜΠΟΡΕΥΜΑΤΑ ΤΗΣ ΘΕΣΣΑΛΙΑΣ bbox=[343, 1519, 623, 1569]
paragraph: Μετὰ ὀλιγοήμερον ἐνταῦθα διαμονήν, ἀνεχώρησεν εἰς Λιβερνούν ὁ ἐκεῖσε Ἕλλην πρόξενος κ. Βασιλ. Α. Μελανθείνος, εἶπερ τὰς ὑπηρεσίας του ἐπιστρέψει εἰς Μασσαλίαν. bbox=[929, 669, 1213, 731]
box-heading: ΕΥΧΑΡΙΣΤΗΡΙΑ ΤΟΥ ΠΡΙΓΚΗΠΟΣ ΠΡΟΣ ΤΑΣ ΤΕΣΣΑΡΑΣ ΠΡΟΣΤΑΤΙΔΑΣ ΔΥΝΑΜΕΙΣ bbox=[1223, 435, 1521, 495]
box-heading: ΑΣΦΑΛΗΣ ΘΕΡΑΠΕΙΑ bbox=[1223, 1697, 1521, 1726]
paragraph: Μετετέθησαν οἱ πλοίαρχοι Δημ. Μελισσάς ἐκ τῆς θέσεως τοῦ Κυβερνήτου τοῦ θωρηκτοῦ «Ψαρά», Ἀνδρ. Μιαούλης ἐκ τῆς τοῦ θωρηκτοῦ «Ὕδρα», ἀντὶ τοῦ Θ. Βώκου, μετατεθέντος ἐπὶ τῶν «Σπετσῶν», ἀντὶ τοῦ Θ. Θεοχάρη, μετατεθέντος ἐπὶ τῆς τοῦ Ν. Μιαούλη. bbox=[633, 953, 919, 1049]
paragraph: ΑΣΤΙΚΟΝ ΔΙΚΑΙΟΝ Dernburg. Ἐξεδόθη τὸ φυλλάδιον τῆς 2ας τόμου. Συνδρομὴ δρ. 28. bbox=[929, 1098, 1213, 1128]
table-cell: Δημ. Ἔργων 90.— bbox=[237, 157, 331, 170]
column-2 bbox=[343, 35, 623, 2319]
table-row bbox=[47, 199, 333, 213]
paragraph: 1) Ἐὰν δὲν κέκτηται ἅπαντα τὰ προσόντα. 2) Ἐὰν δὲν διατελέσῃ ἀπὸ τῆς ἰσχύος τοῦ Νόμου παρῶν ἀδιαλείπτως εἰς τὰς τάξεις τοῦ στρατοῦ καὶ εἰς διατεταγμένην ὑπηρεσίαν παρὰ τινι τῶν ὀργανικῶν θέσεων ἢ εἰς εἰδικὴν ὑπηρεσίαν ἢ εἰς διπλωματικὴν ἐν τε τῇ ἡμεδαπῇ καὶ τῇ ἀλλοδαπῇ ἢ εἰς ἄδειαν ἐν τῇ ἀλλοδαπῇ πρὸς ἐκπαίδευσιν. bbox=[343, 240, 623, 429]
column-1 bbox=[47, 35, 333, 2319]
paragraph: Ὁ ἰατρὸς κ. Ἀπολλ. Μαύρος ὑπεστήριξε σήμερον τὴν διατριβήν του ἐπὶ διδακτορίᾳ τῆς Νομικῆς σχολῆς. bbox=[929, 905, 1213, 952]
headline: Ο ΝΑΥΑΡΧΟΣ ΣΚΡΥΔΛΩΦ bbox=[633, 1197, 919, 1228]
paragraph: Σπεύσατε πάντες νὰ προμηθευθῆτε. Ὁδὸς Σταδίου ἀριθ. 33 κάτωθι Θεάτρου Βαριετέ. bbox=[1223, 1591, 1521, 1622]
column-4 bbox=[929, 35, 1213, 2319]
table-cell: Πυριτιδοπ. 270.— bbox=[237, 172, 331, 184]
subheadline: Τί λέγουσιν οἱ βουλευταί bbox=[386, 613, 580, 629]
paragraph: Εὐδοκίμως ἐξῆλθεν ἐκ τῆς κολυμβήθρας ἡ θυγάτηρ τοῦ κυρίου Ν. Γαβαλᾶ ἐνωμάρχου τοῦ Ἀρτοπώλου. Ἀνάδοχος ἐγένετο ὁ κ. Ν. Ρακινιτῆς, ὀνομάσας τὴν νεοφώτιστον Σπυριδούλα. bbox=[929, 820, 1213, 900]
table-cell: Δαχειοφ.Ἐθν. 670.— bbox=[223, 185, 331, 198]
paragraph: Εἰς τὴν ἐπιτροπὴν ταύτην παρεπέμφθη χθὲς τὴν ἑσπέραν πρὸς μελέτην καὶ τὸ ἀστυνομικὸν νομοσχέδιον. bbox=[343, 1294, 623, 1341]
headline: ΤΟ ΝΟΜΟΣΧΕΔΙΟΝ bbox=[384, 1027, 582, 1048]
table-cell: » Ἀθηνῶν 170.— bbox=[49, 199, 136, 212]
paragraph: Πράγματι μετέβησαν οὗτοι, ἀλλ' ὁ διευθυντὴς τοῦ «Νεολόγου» ἠρνήθη νὰ διακόψῃ τὴν δημοσίευσιν. bbox=[47, 446, 333, 493]
paragraph: ΙΣΤΟΡΙΑ ΓΑΛΛΟΓΕΡΜΑΝΙΚΟΥ ΠΟΛΕΜΟΥ γραφεῖσα τῇ ἐπιμελείᾳ τοῦ στρατάρχου Μόλτκε. Ἐκδοσις γραφείου «Ἑστίας». Ἐξεδόθη καὶ τὸ 15ον φυλλάδιον. Ἕκαστον φυλλάδιον λεπτὰ 10. Τὸ ὅλον ἔργον φυλλάδια 70. bbox=[929, 997, 1213, 1093]
table-row bbox=[47, 241, 333, 255]
paragraph: Ἀν θεωρεῖται πιθανὸν νὰ διέλθῃ διὰ Πειραιῶς. bbox=[1223, 957, 1521, 988]
paragraph: Καθ' ἃς ἔχομεν ἀσφαλεῖς πληροφορίας, εἰς τὸν Πειραιᾶ θὰ καταπλεύσῃ ἐντὸς ὀλίγου καὶ ὁ λοιπὸς ρωσικὸς στόλος ὁ ναυλοχῶν ἐν Σούδα. bbox=[633, 1640, 919, 1704]
headline: ΚΟΙΝΩΝΙΚΑ bbox=[984, 632, 1158, 662]
table-row bbox=[47, 157, 333, 171]
paragraph: 1) Περὶ δυνάμεως τοῦ κατὰ ξηρὰν Στρατοῦ κατὰ τὸ ἔτος 1899. Κατὰ τὸ νομοσχέδιον τοῦτο, συνεχίσθη ἡ δύναμις τοῦ Στρατοῦ ὁρίζεται εἰς 26,298 ἀξιωματικούς, ὑπαξιωματικοὺς καὶ στρατιώτας. bbox=[47, 847, 333, 926]
subheadline: Ἀφίκετο χθὲς bbox=[724, 1233, 828, 1250]
table-cell: Μεταλ. Λαυρ. 138.— bbox=[49, 270, 158, 282]
subheadline: Θὰ καταπλεύσῃ καὶ ὁ λοιπὸς ρωσικὸς στόλος bbox=[665, 1602, 887, 1637]
column-3 bbox=[633, 35, 919, 2319]
paragraph: Ἐκτὸς δὲ τῶν διαβατῶν καὶ οἱ περίοικοι ὑποφέρουν μὴ δυνάμενοι ν' ἀνοίξουν τὰ παράθυρά των. bbox=[929, 149, 1213, 196]
column-divider bbox=[924, 35, 925, 2319]
paragraph: Ὁμολογεῖ ὅτι ὁ Κωστούλας εἶνε ἐνοχος τοῦ ἐκτελεσθέντος ἐν Πειραιεῖ κατὰ τὸν παρελθόντα μῆνα φόνου καὶ ὅτι διὰ τῆς ἀπαγομένης χρημάτων κλοπῆς ἐπλούτησε καὶ μετέβη εἰς Σμύρνην καὶ ἐν Κωνσταντινούπολιν. Θεωρεῖ αὐτὸν ὡς ἀρχηγὸν τῆς σπείρας τῶν κλεπτῶν. bbox=[633, 757, 919, 869]
paragraph: Ἄρθρον 3. Ἐκ τῶν ἀξιωματικῶν, οἵτινες κέκτηνται βαθμὸν κατώτερον τοῦ συνταγματάρχου ἢ πλοιάρχου, οὐδεὶς προβιβάζεται. bbox=[343, 172, 623, 235]
paragraph: Ἐπίσης εἶνε παρὰ τέλος θ' ἀναπληρωθῇ κατὰ τὸ διάστημα τῆς ἀπουσίας του ὁ Πρίγκηψ ὑπὸ τῆς Συνελεύσεως τῶν Κρητῶν καὶ τῆς ἀναλόγου ἐγκρίσεως τοῦ Συμβουλίου. bbox=[1223, 1276, 1521, 1368]
